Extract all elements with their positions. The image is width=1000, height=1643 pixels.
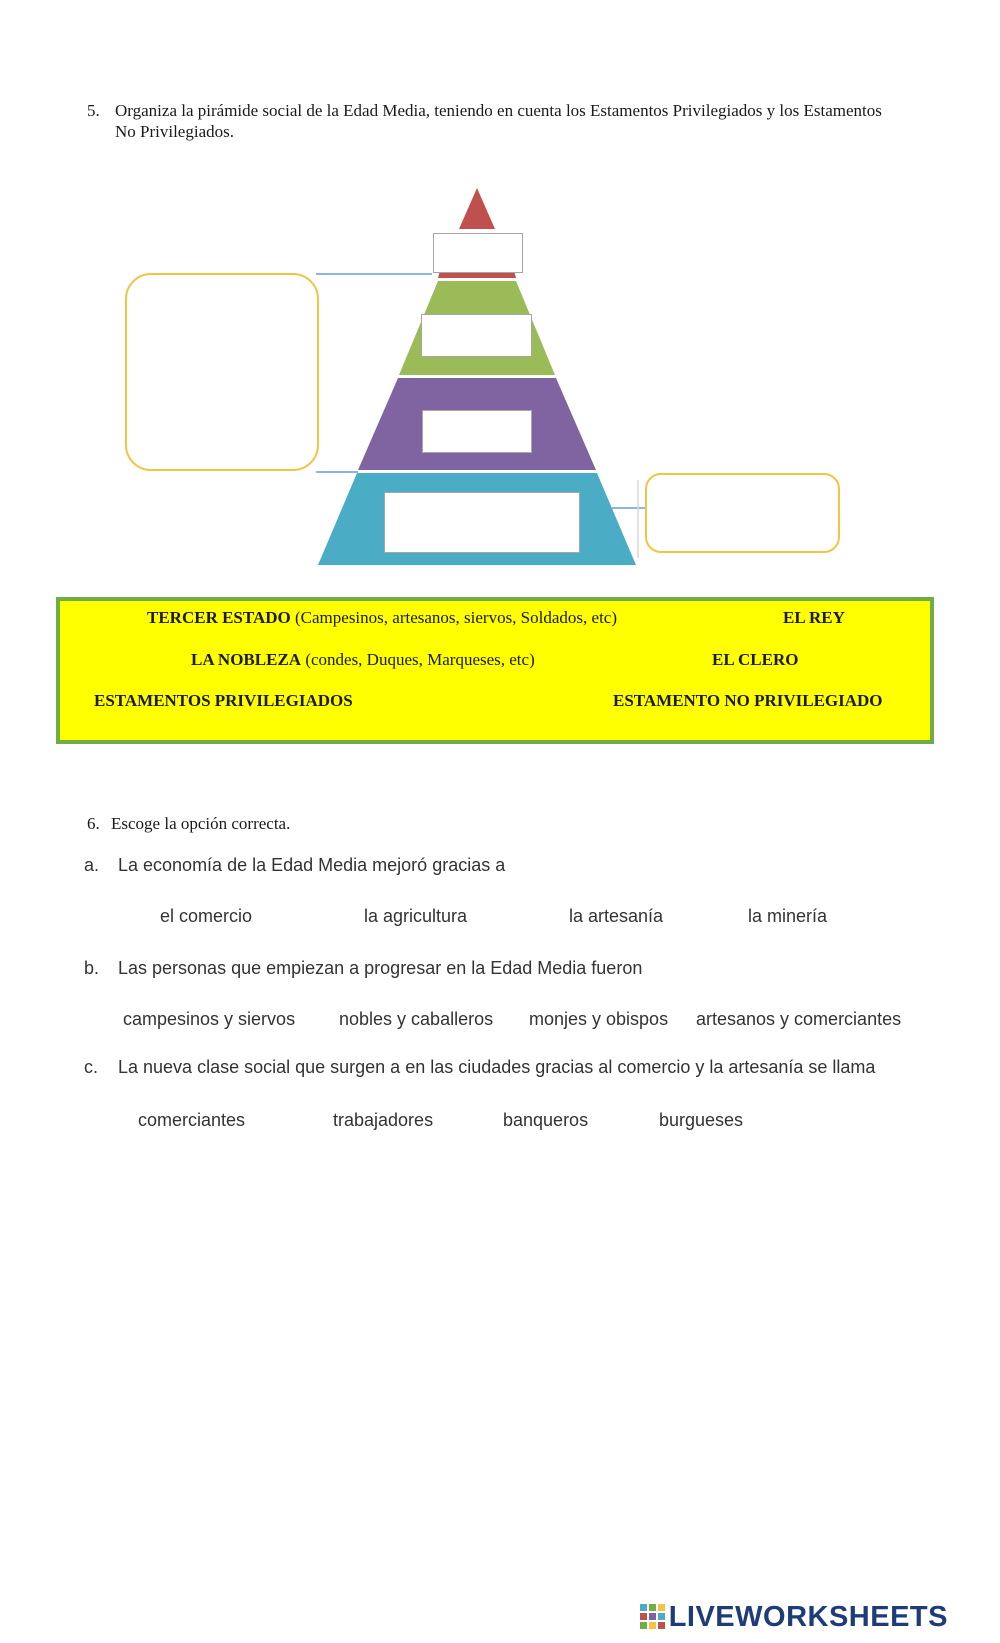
question-6b-letter: b.: [84, 958, 100, 978]
question-5: [87, 100, 927, 144]
question-text: Escoge la opción correcta.: [111, 814, 291, 833]
option-6b-1[interactable]: campesinos y siervos: [123, 1009, 296, 1029]
word-bank-item-tercer-estado[interactable]: TERCER ESTADO (Campesinos, artesanos, siervos, Soldados, etc): [147, 608, 617, 627]
question-number: 6.: [87, 814, 100, 833]
question-6a-letter: a.: [84, 855, 100, 875]
word-bank-item-estamento-no-privilegiado[interactable]: ESTAMENTO NO PRIVILEGIADO: [613, 691, 883, 710]
option-6a-1[interactable]: el comercio: [160, 906, 253, 926]
pyramid-drop-box-4[interactable]: [384, 492, 580, 553]
liveworksheets-logo[interactable]: [640, 1599, 948, 1635]
question-6c-letter: c.: [84, 1057, 99, 1077]
option-6c-3[interactable]: banqueros: [503, 1110, 589, 1130]
privileged-answer-box[interactable]: [125, 273, 319, 471]
question-6: [87, 813, 487, 835]
option-6b-3[interactable]: monjes y obispos: [529, 1009, 669, 1029]
option-6b-2[interactable]: nobles y caballeros: [339, 1009, 494, 1029]
logo-text: LIVEWORKSHEETS: [668, 1600, 948, 1633]
pyramid-level-top: [459, 188, 495, 229]
non-privileged-answer-box[interactable]: [645, 473, 840, 553]
word-bank-item-estamentos-privilegiados[interactable]: ESTAMENTOS PRIVILEGIADOS: [94, 691, 353, 710]
question-6c-text: La nueva clase social que surgen a en las ciudades gracias al comercio y la artesanía se llama: [118, 1057, 876, 1077]
option-6b-4[interactable]: artesanos y comerciantes: [696, 1009, 902, 1029]
question-text-line2: No Privilegiados.: [115, 122, 234, 141]
word-bank-item-el-rey[interactable]: EL REY: [783, 608, 845, 627]
pyramid-drop-box-1[interactable]: [433, 233, 523, 273]
liveworksheets-grid-icon: [640, 1604, 666, 1630]
pyramid-drop-box-2[interactable]: [421, 314, 532, 357]
option-6a-3[interactable]: la artesanía: [569, 906, 664, 926]
pyramid-drop-box-3[interactable]: [422, 410, 532, 453]
option-6c-1[interactable]: comerciantes: [138, 1110, 246, 1130]
word-bank-item-la-nobleza[interactable]: LA NOBLEZA (condes, Duques, Marqueses, etc): [191, 650, 535, 669]
question-6a-text: La economía de la Edad Media mejoró gracias a: [118, 855, 506, 875]
question-number: 5.: [87, 101, 100, 120]
word-bank: [56, 597, 934, 744]
option-6a-4[interactable]: la minería: [748, 906, 828, 926]
option-6a-2[interactable]: la agricultura: [364, 906, 468, 926]
option-6c-4[interactable]: burgueses: [659, 1110, 744, 1130]
question-6b-text: Las personas que empiezan a progresar en la Edad Media fueron: [118, 958, 643, 978]
question-text-line1: Organiza la pirámide social de la Edad Media, teniendo en cuenta los Estamentos Privilegiados y los Estamentos: [115, 101, 882, 120]
word-bank-item-el-clero[interactable]: EL CLERO: [712, 650, 799, 669]
option-6c-2[interactable]: trabajadores: [333, 1110, 434, 1130]
